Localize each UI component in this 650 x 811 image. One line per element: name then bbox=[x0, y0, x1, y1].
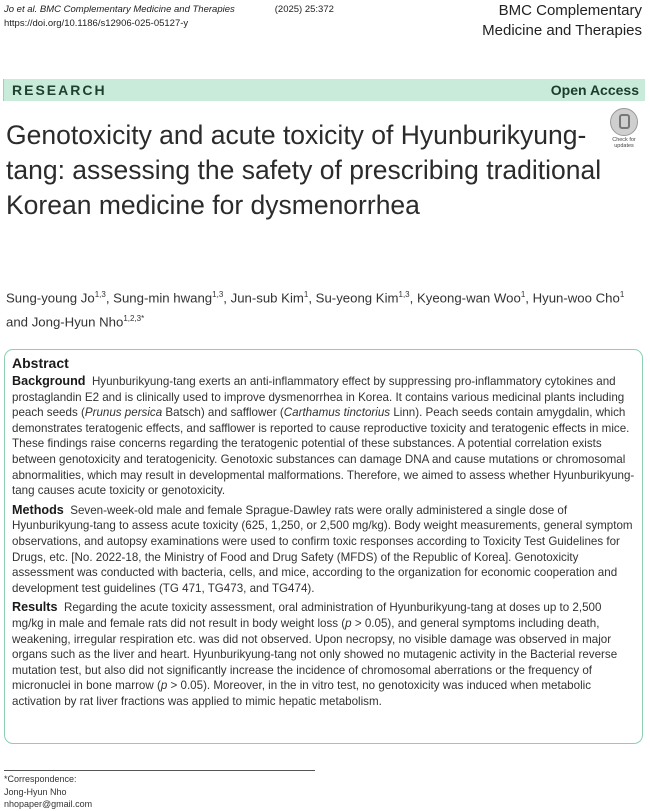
author: Kyeong-wan Woo bbox=[416, 290, 521, 306]
author-affiliation: 1 bbox=[303, 290, 309, 299]
running-header bbox=[4, 3, 334, 31]
article-type-banner bbox=[3, 79, 645, 101]
abstract-methods: Methods Seven-week-old male and female Sprague-Dawley rats were orally administered a single dose of Hyunburikyung-tang to assess acute toxicity (625, 1,250, or 2,500 mg/kg). Body weight measurements, general symptom observations, and autopsy examinations were used to confirm toxic responses according to Toxicity Test Guidelines for Drugs, etc. [No. 2022-18, the Ministry of Food and Drug Safety (MFDS) of the Republic of Korea]. Genotoxicity assessment was conducted with bacteria, cells, and mice, according to the organization for economic cooperation and development test guidelines (TG 471, TG473, and TG474). bbox=[12, 502, 633, 595]
author: Su-yeong Kim bbox=[315, 290, 399, 306]
abstract-heading: Abstract bbox=[12, 355, 69, 371]
correspondence bbox=[4, 773, 92, 811]
check-for-updates-badge[interactable] bbox=[607, 108, 641, 148]
journal-line-2: Medicine and Therapies bbox=[482, 22, 642, 39]
author-affiliation: 1,3 bbox=[398, 290, 410, 299]
check-for-updates-icon bbox=[610, 108, 638, 136]
footnote-divider bbox=[4, 770, 315, 771]
correspondence-name: Jong-Hyun Nho bbox=[4, 786, 67, 797]
section-label: Background bbox=[12, 374, 86, 388]
open-access-label: Open Access bbox=[550, 82, 639, 98]
article-title: Genotoxicity and acute toxicity of Hyunburikyung-tang: assessing the safety of prescribing traditional Korean medicine for dysmenorrhea bbox=[6, 120, 602, 220]
author-affiliation: 1,3 bbox=[212, 290, 224, 299]
correspondence-email[interactable]: nhopaper@gmail.com bbox=[4, 799, 93, 809]
author-affiliation: 1 bbox=[619, 290, 625, 299]
author: Sung-min hwang bbox=[113, 290, 213, 306]
badge-text: Check for updates bbox=[612, 137, 636, 149]
journal-line-1: BMC Complementary bbox=[498, 2, 642, 19]
journal-name bbox=[482, 1, 642, 41]
author-list: Sung-young Jo$^{1,3}$, Sung-min hwang$^{1,3}$, Jun-sub Kim$^1$, Su-yeong Kim$^{1,3}$, Kyeong-wan Woo$^1$, Hyun-woo Cho$^1$ and Jong-Hyun Nho$^{1,2,3*}$ bbox=[6, 290, 625, 330]
doi-link[interactable]: https://doi.org/10.1186/s12906-025-05127-y bbox=[4, 18, 189, 29]
author-connector: and bbox=[6, 314, 29, 330]
citation: Jo et al. BMC Complementary Medicine and Therapies bbox=[4, 4, 235, 15]
author-affiliation: 1,2,3* bbox=[123, 314, 145, 324]
author: Jong-Hyun Nho bbox=[31, 314, 124, 330]
correspondence-label: *Correspondence: bbox=[4, 774, 77, 784]
year-volume: (2025) 25:372 bbox=[274, 4, 334, 15]
abstract-results: Results Regarding the acute toxicity assessment, oral administration of Hyunburikyung-tang at doses up to 2,500 mg/kg in male and female rats did not result in body weight loss (p > 0.05), and general symptoms including death, weakening, irregular respiration etc. was did not observed. Upon necropsy, no visible damage was observed in major organs such as the liver and heart. Hyunburikyung-tang not only showed no mutagenic activity in the Bacterial reverse mutation test, but also did not significantly increase the incidence of chromosomal aberrations or the frequency of micronuclei in bone marrow (p > 0.05). Moreover, in the in vitro test, no genotoxicity was induced when metabolic activation by rat liver fractions was applied to mimic hepatic metabolism. bbox=[12, 600, 618, 708]
author: Jun-sub Kim bbox=[230, 290, 304, 306]
abstract-box bbox=[4, 349, 643, 744]
section-label: Results bbox=[12, 600, 58, 615]
author-affiliation: 1 bbox=[520, 290, 526, 299]
author: Hyun-woo Cho bbox=[532, 290, 620, 306]
author: Sung-young Jo bbox=[6, 290, 95, 306]
section-label: Methods bbox=[12, 502, 64, 517]
author-affiliation: 1,3 bbox=[94, 290, 106, 299]
abstract-background: Background Hyunburikyung-tang exerts an anti-inflammatory effect by suppressing pro-inflammatory cytokines and prostaglandin E2 and is clinically used to improve dysmenorrhea in Korea. It contains various medicinal plants including peach seeds (Prunus persica Batsch) and safflower (Carthamus tinctorius Linn). Peach seeds contain amygdalin, which demonstrates teratogenic effects, and safflower is reported to cause reproductive toxicity and teratogenic effects in mice. These findings raise concerns regarding the teratogenic potential of these substances. A potential correlation exists between genotoxicity and teratogenicity. Genotoxic substances can damage DNA and cause mutations or chromosomal abnormalities, which may result in developmental malformations. Therefore, we aimed to assess whether Hyunburikyung-tang causes acute toxicity or genotoxicity. bbox=[12, 374, 635, 498]
article-type-label: RESEARCH bbox=[12, 82, 107, 98]
